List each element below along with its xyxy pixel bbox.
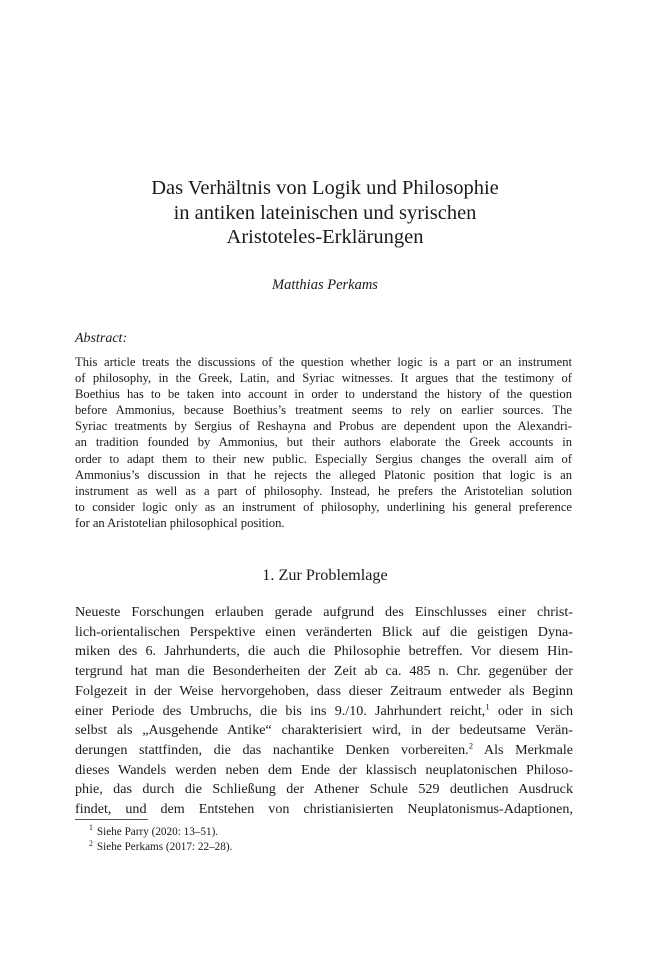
body-text-fragment: derungen stattfinden, die das nachantike Denken vorbereiten. — [75, 741, 469, 758]
title-line: Aristoteles-Erklärungen — [226, 226, 424, 248]
body-line: Folgezeit in der Weise hervorgehoben, dass dieser Zeitraum entweder als Beginn — [75, 682, 573, 699]
body-line: dieses Wandels werden neben dem Ende der klassisch neuplatonischen Philoso- — [75, 761, 573, 778]
abstract-line: instrument as well as a part of philosophy. Instead, he prefers the Aristotelian solution — [75, 483, 572, 498]
abstract-line: order to adapt them to their new public. Especially Sergius changes the overall aim of — [75, 451, 572, 466]
title-line: Das Verhältnis von Logik und Philosophie — [151, 177, 499, 199]
body-line: miken des 6. Jahrhunderts, die auch die Philosophie betreffen. Vor diesem Hin- — [75, 643, 573, 660]
footnote-1 — [89, 825, 232, 840]
body-line: findet, und dem Entstehen von christianisierten Neuplatonismus-Adaptionen, — [75, 801, 573, 818]
footnotes — [89, 825, 232, 856]
footnote-text: Siehe Perkams (2017: 22–28). — [96, 841, 233, 854]
body-line — [75, 741, 573, 761]
abstract-line: Boethius has to be taken into account in order to understand the history of the question — [75, 387, 572, 402]
body-line: lich-orientalischen Perspektive einen veränderten Blick auf die geistigen Dyna- — [75, 623, 573, 640]
body-text-fragment: Als Merkmale — [473, 741, 573, 758]
footnote-ref-1[interactable]: 1 — [485, 700, 490, 711]
abstract-line: to consider logic only as an instrument of philosophy, underlining his general preference — [75, 499, 572, 514]
abstract-line: for an Aristotelian philosophical position. — [75, 515, 285, 530]
abstract-line: This article treats the discussions of the question whether logic is a part or an instrument — [75, 355, 572, 369]
footnote-ref-2[interactable]: 2 — [468, 740, 474, 751]
body-text-fragment: einer Periode des Umbruchs, die bis ins 9./10. Jahrhundert reicht, — [75, 702, 486, 719]
footnote-2 — [89, 840, 232, 855]
body-line: selbst als „Ausgehende Antike“ charakterisiert wird, in der bedeutsame Verän- — [75, 722, 573, 739]
title-line: in antiken lateinischen und syrischen — [173, 201, 477, 224]
body-line: Neueste Forschungen erlauben gerade aufgrund des Einschlusses einer christ- — [75, 604, 573, 620]
abstract-line: Ammonius’s discussion in that he rejects the alleged Platonic position that logic is an — [75, 467, 572, 482]
footnote-number: 1 — [89, 823, 93, 833]
article-title — [0, 176, 650, 250]
body-line: phie, das durch die Schließung der Athener Schule 529 deutlichen Ausdruck — [75, 781, 573, 798]
section-heading: 1. Zur Problemlage — [262, 566, 388, 584]
body-line: tergrund hat man die Besonderheiten der Zeit ab ca. 485 n. Chr. gegenüber der — [75, 663, 573, 680]
abstract-line: before Ammonius, because Boethius’s treatment seems to rely on earlier sources. The — [75, 403, 572, 418]
footnote-divider — [75, 819, 148, 820]
abstract-line: an tradition founded by Ammonius, but their authors elaborate the Greek accounts in — [75, 435, 572, 450]
body-text-fragment: oder in sich — [489, 702, 574, 719]
body-text — [75, 603, 573, 820]
author-name: Matthias Perkams — [272, 277, 378, 293]
abstract-label: Abstract: — [75, 331, 128, 346]
footnote-number: 2 — [89, 838, 93, 848]
abstract-line: Syriac treatments by Sergius of Reshayna and Probus are dependent upon the Alexandri- — [75, 419, 572, 434]
footnote-text: Siehe Parry (2020: 13–51). — [96, 826, 219, 838]
body-line — [75, 702, 573, 722]
abstract-line: of philosophy, in the Greek, Latin, and Syriac witnesses. It argues that the testimony of — [75, 371, 572, 386]
abstract-text — [75, 354, 572, 531]
